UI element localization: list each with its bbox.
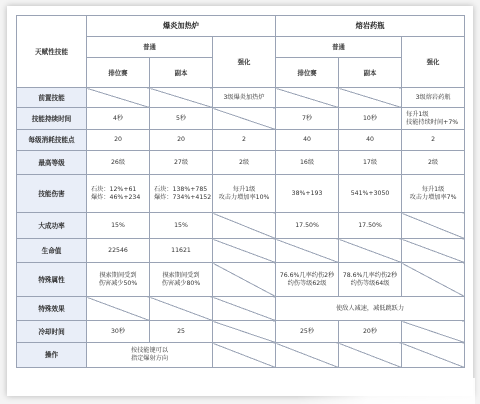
- cell-line: 摸索期间受到: [99, 271, 137, 279]
- table-cell: [402, 175, 465, 213]
- table-cell: 使敌人减速，减低跳跃力: [276, 297, 465, 321]
- table-row: [17, 175, 465, 213]
- empty-cell: [213, 263, 276, 297]
- table-cell: [150, 175, 213, 213]
- skill2-header: 熔岩药瓶: [276, 16, 465, 37]
- empty-cell: [87, 297, 150, 321]
- row-label: 技能持续时间: [17, 108, 87, 130]
- table-row: [17, 263, 465, 297]
- empty-cell: [402, 321, 465, 343]
- table-cell: 15%: [87, 213, 150, 239]
- skill2-dungeon-header: 副本: [339, 58, 402, 88]
- table-cell: 2级: [402, 151, 465, 175]
- table-cell: 25秒: [276, 321, 339, 343]
- table-cell: 4秒: [87, 108, 150, 130]
- table-cell: [213, 175, 276, 213]
- row-label: 最高等级: [17, 151, 87, 175]
- table-cell: 25: [150, 321, 213, 343]
- skill1-header: 爆炎加热炉: [87, 16, 276, 37]
- cell-line: 攻击力增加率10%: [218, 193, 270, 201]
- table-cell: [87, 263, 150, 297]
- empty-cell: [276, 239, 339, 263]
- table-row: [17, 297, 465, 321]
- table-cell: 541%+3050: [339, 175, 402, 213]
- table-cell: 40: [339, 130, 402, 151]
- cell-line: 爆炸：46%+234: [91, 193, 141, 201]
- table-cell: 2: [402, 130, 465, 151]
- cell-line: 伤害减少80%: [161, 279, 201, 287]
- empty-cell: [276, 88, 339, 108]
- table-cell: [339, 263, 402, 297]
- table-cell: 17级: [339, 151, 402, 175]
- cell-line: 每升1级: [421, 185, 445, 193]
- corner-header: 天赋性技能: [17, 16, 87, 88]
- skill2-ranked-header: 排位赛: [276, 58, 339, 88]
- row-label: 生命值: [17, 239, 87, 263]
- row-label: 每级消耗技能点: [17, 130, 87, 151]
- table-cell: [276, 263, 339, 297]
- cell-line: 78.6%几率约伤2秒: [342, 271, 398, 279]
- cell-line: 爆炸：734%+4152: [154, 193, 212, 201]
- table-row: [17, 321, 465, 343]
- empty-cell: [402, 263, 465, 297]
- table-cell: 2级: [213, 151, 276, 175]
- row-label: 技能伤害: [17, 175, 87, 213]
- cell-line: 石块：138%+785: [154, 185, 208, 193]
- empty-cell: [339, 88, 402, 108]
- empty-cell: [150, 297, 213, 321]
- table-row: [17, 88, 465, 108]
- cell-line: 按技能键可以: [130, 347, 169, 354]
- table-cell: [87, 175, 150, 213]
- table-row: [17, 130, 465, 151]
- table-row: [17, 108, 465, 130]
- table-cell: 3级爆炎加热炉: [213, 88, 276, 108]
- skill2-normal-header: 普通: [276, 37, 402, 58]
- table-cell: 20: [87, 130, 150, 151]
- cell-line: 伤害减少50%: [98, 279, 138, 287]
- empty-cell: [402, 239, 465, 263]
- cell-line: 约伤等级62级: [287, 279, 327, 287]
- skill1-ranked-header: 排位赛: [87, 58, 150, 88]
- table-cell: 22546: [87, 239, 150, 263]
- row-label: 特殊效果: [17, 297, 87, 321]
- table-row: [17, 151, 465, 175]
- table-cell: 7秒: [276, 108, 339, 130]
- empty-cell: [87, 88, 150, 108]
- table-cell: 2: [213, 130, 276, 151]
- table-cell: 11621: [150, 239, 213, 263]
- skill-comparison-table: [16, 15, 465, 368]
- table-cell: 30秒: [87, 321, 150, 343]
- table-frame: [7, 6, 473, 396]
- table-cell: [402, 108, 465, 130]
- table-cell: 38%+193: [276, 175, 339, 213]
- cell-line: 每升1级: [232, 185, 256, 193]
- row-label: 特殊属性: [17, 263, 87, 297]
- table-cell: 26级: [87, 151, 150, 175]
- table-cell: 17.50%: [276, 213, 339, 239]
- empty-cell: [276, 343, 339, 368]
- table-row: [17, 239, 465, 263]
- watermark-fade: [297, 378, 475, 404]
- empty-cell: [339, 239, 402, 263]
- skill1-enhanced-header: 强化: [213, 37, 276, 88]
- cell-line: 76.6%几率约伤2秒: [279, 271, 335, 279]
- cell-line: 指定爆射方向: [130, 355, 169, 362]
- empty-cell: [213, 239, 276, 263]
- table-cell: 40: [276, 130, 339, 151]
- table-cell: 20: [150, 130, 213, 151]
- table-cell: 15%: [150, 213, 213, 239]
- row-label: 前置技能: [17, 88, 87, 108]
- cell-line: 攻击力增加率7%: [409, 193, 457, 201]
- row-label: 大成功率: [17, 213, 87, 239]
- row-label: 操作: [17, 343, 87, 368]
- table-cell: 20秒: [339, 321, 402, 343]
- table-cell: 17.50%: [339, 213, 402, 239]
- empty-cell: [150, 88, 213, 108]
- empty-cell: [213, 297, 276, 321]
- skill1-normal-header: 普通: [87, 37, 213, 58]
- skill1-dungeon-header: 副本: [150, 58, 213, 88]
- empty-cell: [213, 108, 276, 130]
- table-cell: 10秒: [339, 108, 402, 130]
- empty-cell: [402, 213, 465, 239]
- table-cell: 5秒: [150, 108, 213, 130]
- cell-line: 石块：12%+61: [91, 185, 137, 193]
- cell-line: 每升1级: [406, 110, 429, 118]
- row-label: 冷却时间: [17, 321, 87, 343]
- table-cell: [87, 343, 213, 368]
- skill2-enhanced-header: 强化: [402, 37, 465, 88]
- empty-cell: [402, 343, 465, 368]
- table-cell: [150, 263, 213, 297]
- empty-cell: [339, 343, 402, 368]
- table-cell: 3级熔岩药瓶: [402, 88, 465, 108]
- table-cell: 16级: [276, 151, 339, 175]
- table-row: [17, 343, 465, 368]
- empty-cell: [213, 343, 276, 368]
- empty-cell: [213, 213, 276, 239]
- cell-line: 技能持续时间+7%: [406, 118, 459, 126]
- cell-line: 约伤等级64级: [350, 279, 390, 287]
- empty-cell: [213, 321, 276, 343]
- table-row: [17, 213, 465, 239]
- table-cell: 27级: [150, 151, 213, 175]
- cell-line: 摸索期间受到: [162, 271, 200, 279]
